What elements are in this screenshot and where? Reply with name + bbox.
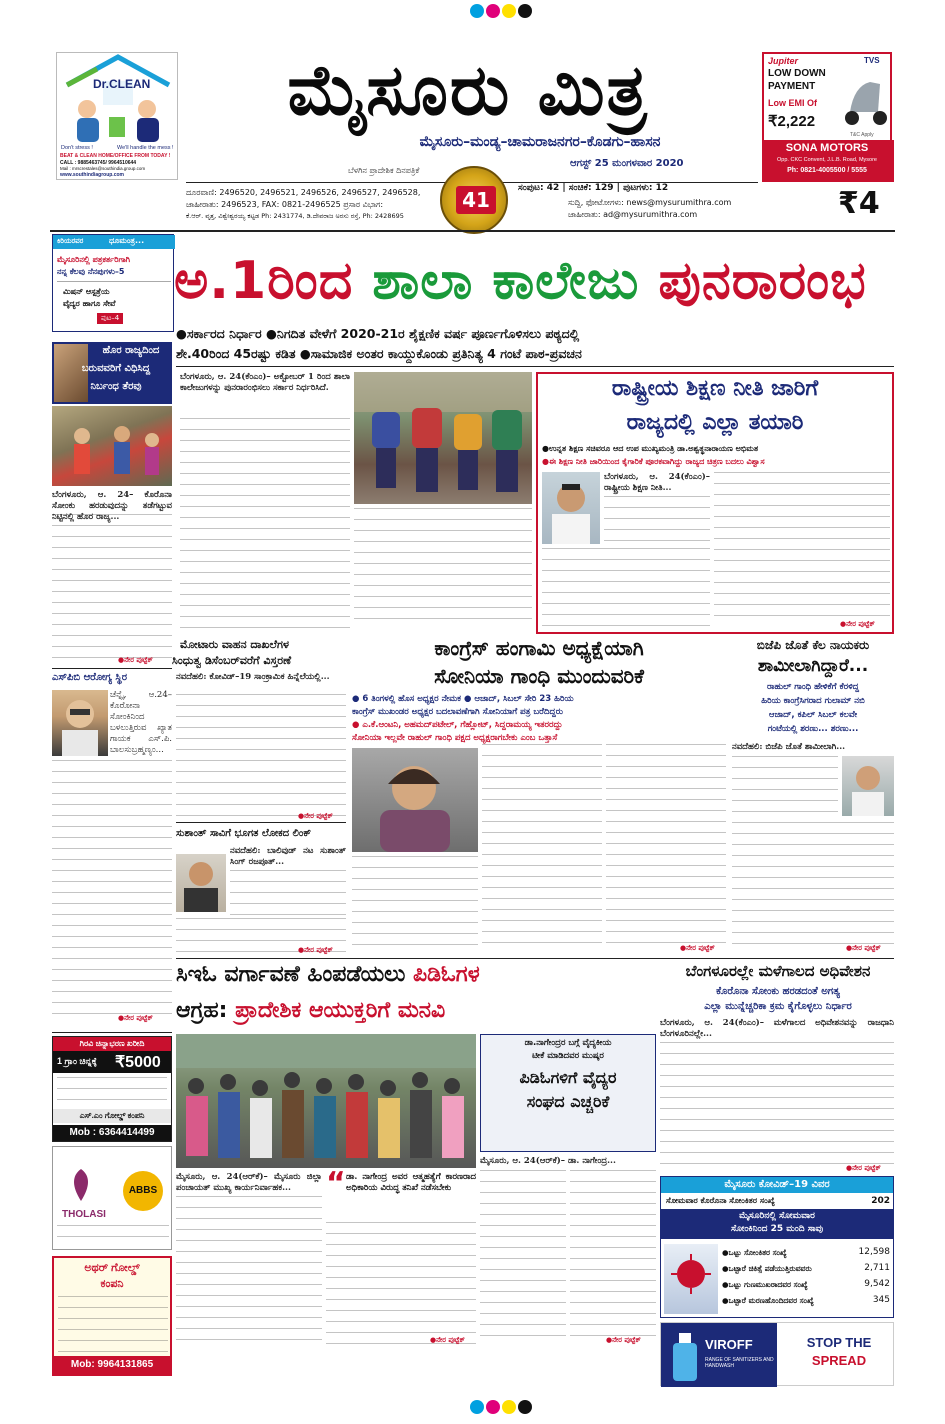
tholasi-offer: ABBS (123, 1171, 163, 1211)
viroff-tag: RANGE OF SANITIZERS AND HANDWASH (705, 1357, 774, 1369)
nep-body-col1 (604, 496, 710, 544)
session-sub2: ಎಲ್ಲಾ ಮುನ್ನೆಚ್ಚರಿಕಾ ಕ್ರಮ ಕೈಗೊಳ್ಳಲು ನಿರ್ಧಾರ (704, 1001, 852, 1012)
session-dateline: ಬೆಂಗಳೂರು, ಆ. 24(ಕೆಂಎಂ)– ಮಳೆಗಾಲದ ಅಧಿವೇಶನವನ್ನು ರಾಜಧಾನಿ ಬೆಂಗಳೂರಿನಲ್ಲೇ... (660, 1018, 894, 1039)
cio-credit: ●ನೇರ ಪುಟ್ಟೆಕ್ (430, 1336, 465, 1344)
cio-body-col2 (326, 1222, 476, 1344)
index-page: ಪುಟ–4 (97, 313, 123, 324)
nep-headline2: ರಾಜ್ಯದಲ್ಲಿ ಎಲ್ಲಾ ತಯಾರಿ (626, 410, 804, 435)
congress-bullet2: ಕಾಂಗ್ರೆಸ್ ಮುಖಂಡರ ಅಧ್ಯಕ್ಷರ ಬದಲಾವಣೆಗಾಗಿ ಸೋನಿಯಾಗೆ ಪತ್ರ ಬರೆದಿದ್ದರು (352, 707, 563, 717)
covid-title: ಮೈಸೂರು ಕೋವಿಡ್–19 ವಿವರ (661, 1177, 893, 1193)
congress-body-col2 (482, 744, 602, 952)
drclean-line4: www.southindiagroup.com (60, 172, 124, 178)
covid-row-value: 9,542 (864, 1279, 890, 1289)
registration-mark-cyan (470, 4, 484, 18)
registration-mark-magenta-bottom (486, 1400, 500, 1414)
masthead-bottom-rule (50, 230, 895, 232)
left-rule-1 (52, 668, 172, 669)
left-story-headline2: ಬರುವವರಿಗೆ ವಿಧಿಸಿದ್ದ (81, 363, 151, 374)
anniversary-badge (440, 166, 508, 234)
cio-quote-mark: “ (326, 1166, 346, 1201)
gold-rate: ₹5000 (115, 1054, 161, 1071)
sushant-credit: ●ನೇರ ಪುಟ್ಟೆಕ್ (298, 946, 333, 954)
masthead-subtitle: ಬೆಳಗಿನ ಪ್ರಾದೇಶಿಕ ದಿನಪತ್ರಿಕೆ (348, 166, 420, 175)
tvs-brand: TVS (864, 56, 880, 65)
email-ad: ಜಾಹೀರಾತು: ad@mysurumithra.com (568, 210, 698, 219)
pdo-credit: ●ನೇರ ಪುಟ್ಟೆಕ್ (606, 1336, 641, 1344)
lead-photo-school-children (354, 372, 532, 504)
cio-headline-line2 (176, 998, 656, 1023)
covid-row-label: ●ಒಟ್ಟು ಸೋಂಕಿತರ ಸಂಖ್ಯೆ (722, 1248, 787, 1257)
pdo-pre1: ಡಾ.ನಾಗೇಂದ್ರರ ಬಗ್ಗೆ ವೈದ್ಯಕೀಯ (524, 1038, 612, 1048)
congress-body-col3 (606, 744, 726, 952)
congress-bullet1: ● 6 ತಿಂಗಳಲ್ಲಿ ಹೊಸ ಅಧ್ಯಕ್ಷರ ನೇಮಕ ● ಆಜಾದ್, ಸಿಬಲ್ ಸೇರಿ 23 ಹಿರಿಯ (352, 694, 574, 704)
index-box[interactable] (52, 234, 174, 332)
index-item4: ವೈದ್ಯರ ಹಾಗೂ ಸೇವೆ (63, 299, 116, 308)
pdo-headline2: ಸಂಘದ ಎಚ್ಚರಿಕೆ (526, 1092, 610, 1111)
bjp-intro1: ರಾಹುಲ್ ಗಾಂಧಿ ಹೇಳಿಕೆಗೆ ಕೆರಳಿದ್ದ (766, 682, 860, 692)
nep-credit: ●ನೇರ ಪುಟ್ಟೆಕ್ (840, 620, 875, 628)
covid-row-label: ●ಒಟ್ಟಾರೆ ಮರಣಹೊಂದಿದವರ ಸಂಖ್ಯೆ (722, 1296, 814, 1305)
bjp-photo-rahul (842, 756, 894, 816)
congress-bullet4: ಸೋನಿಯಾ ಇಲ್ಲವೇ ರಾಹುಲ್ ಗಾಂಧಿ ಪಕ್ಷದ ಅಧ್ಯಕ್ಷರಾಗಬೇಕು ಎಂಬ ಒತ್ತಾಸೆ (352, 733, 558, 743)
session-headline1: ಬೆಂಗಳೂರಲ್ಲೇ ಮಳೆಗಾಲದ ಅಧಿವೇಶನ (685, 962, 871, 980)
cio-dateline: ಮೈಸೂರು, ಆ. 24(ಆರ್‌ಕೆ)– ಮೈಸೂರು ಜಿಲ್ಲಾ ಪಂಚಾಯತ್ ಮುಖ್ಯ ಕಾರ್ಯನಿರ್ವಾಹಕ... (176, 1172, 322, 1193)
registration-mark-cyan-bottom (470, 1400, 484, 1414)
pdo-dateline: ಮೈಸೂರು, ಆ. 24(ಆರ್‌ಕೆ)– ಡಾ. ನಾಗೇಂದ್ರ... (480, 1156, 616, 1166)
covid-row-0 (722, 1246, 892, 1262)
tvs-tc: T&C Apply (850, 132, 874, 138)
masthead-districts: ಮೈಸೂರು–ಮಂಡ್ಯ–ಚಾಮರಾಜನಗರ–ಕೊಡಗು–ಹಾಸನ (419, 134, 661, 150)
vehicle-headline1: ಮೋಟಾರು ವಾಹನ ದಾಖಲೆಗಳ (180, 638, 289, 651)
covid-row-2 (722, 1278, 892, 1294)
ad-drclean[interactable] (56, 52, 178, 180)
vehicle-dateline: ನವದೆಹಲಿ: ಕೋವಿಡ್–19 ಸಾಂಕ್ರಾಮಿಕ ಹಿನ್ನೆಲೆಯಲ್ಲಿ... (176, 672, 330, 682)
covid-hospital-illustration (664, 1244, 718, 1314)
left-story-photo (52, 406, 172, 486)
session-sub1: ಕೊರೊನಾ ಸೋಂಕು ಹರಡದಂತೆ ಅಗತ್ಯ (716, 986, 840, 997)
left-rule-2 (52, 1032, 172, 1033)
gold-rate-label: 1 ಗ್ರಾಂ ಚಿನ್ನಕ್ಕೆ (57, 1056, 97, 1066)
lead-headline-green: ಶಾಲಾ ಕಾಲೇಜು (372, 251, 659, 311)
bjp-credit: ●ನೇರ ಪುಟ್ಟೆಕ್ (846, 944, 881, 952)
gold-body (57, 1077, 167, 1107)
tvs-offer1: LOW DOWN (768, 68, 826, 79)
cio-headline-line1 (176, 962, 656, 987)
cio-quote: ಡಾ. ನಾಗೇಂದ್ರ ಅವರ ಆತ್ಮಹತ್ಯೆಗೆ ಕಾರಣರಾದ ಅಧಿಕಾರಿಯ ವಿರುದ್ಧ ತನಿಖೆ ನಡೆಸಬೇಕು (346, 1172, 476, 1193)
gold-head: ಗಿರವಿ ಚಿನ್ನಾಭರಣ ಖರೀದಿ (53, 1037, 171, 1051)
lead-body-col1 (180, 418, 350, 628)
lead-headline-red-1: ಅ.1ರಿಂದ (174, 251, 373, 311)
session-body (660, 1042, 894, 1170)
cio-headline1-black: ಸಿಇಓ ವರ್ಗಾವಣೆ ಹಿಂಪಡೆಯಲು (176, 962, 414, 987)
goldco-head1: ಅಥರ್ ಗೋಲ್ಡ್ (84, 1262, 140, 1274)
congress-credit: ●ನೇರ ಪುಟ್ಟೆಕ್ (680, 944, 715, 952)
tholasi-logo-icon (61, 1165, 101, 1205)
cleaning-mascot-icon (57, 93, 179, 153)
covid-row-label: ●ಒಟ್ಟಾರೆ ಚಿಕಿತ್ಸೆ ಪಡೆಯುತ್ತಿರುವವರು (722, 1264, 812, 1273)
sushant-headline: ಸುಶಾಂತ್ ಸಾವಿಗೆ ಭೂಗತ ಲೋಕದ ಲಿಂಕ್ (176, 828, 312, 839)
ad-tholasi[interactable] (52, 1146, 172, 1250)
congress-body-col1 (352, 856, 478, 952)
registration-mark-yellow-bottom (502, 1400, 516, 1414)
ad-tvs[interactable] (762, 52, 892, 182)
nep-body-col2 (714, 472, 890, 622)
drclean-tag1: Don't stress ! (61, 145, 93, 151)
tvs-offer2: PAYMENT (768, 81, 816, 92)
bjp-body (732, 756, 838, 820)
vehicle-headline2: ಸಿಂಧುತ್ವ ಡಿಸೆಂಬರ್‌ವರೆಗೆ ವಿಸ್ತರಣೆ (172, 654, 292, 667)
cio-body-col1 (176, 1196, 322, 1344)
registration-mark-black (518, 4, 532, 18)
lead-headline-red-2: ಪುನರಾರಂಭ (658, 251, 867, 311)
bjp-headline1: ಬಿಜೆಪಿ ಜೊತೆ ಕೆಲ ನಾಯಕರು (756, 638, 870, 652)
drclean-line1: BEAT & CLEAN HOME/OFFICE FROM TODAY ! (60, 153, 171, 159)
covid-row-3 (722, 1294, 892, 1310)
congress-photo-sonia (352, 748, 478, 852)
spb-photo (52, 690, 108, 756)
drclean-brand: Dr.CLEAN (93, 77, 151, 91)
index-item3: ಮಿಷನ್ ಆಸ್ಪತ್ರೆಯ (63, 287, 110, 296)
covid-deaths-line2: ಸೋಂಕಿನಿಂದ 25 ಮಂದಿ ಸಾವು (730, 1224, 824, 1234)
nep-photo-minister (542, 472, 600, 544)
gold-mob: Mob : 6364414499 (53, 1125, 171, 1141)
tvs-amount: ₹2,222 (768, 113, 816, 130)
lead-body-col2 (354, 508, 532, 628)
left-story-dateline: ಬೆಂಗಳೂರು, ಆ. 24– ಕೊರೊನಾ ಸೋಂಕು ಹರಡುವುದನ್ನು ತಡೆಗಟ್ಟುವ ನಿಟ್ಟಿನಲ್ಲಿ ಹೊರ ರಾಜ್ಯ... (52, 490, 172, 522)
spb-body (52, 760, 172, 1022)
phones-line2: ಜಾಹೀರಾತು: 2496523, FAX: 0821-2496525 ಪ್ರಸಾರ ವಿಭಾಗ: (186, 200, 384, 209)
covid-row-value: 345 (872, 1295, 890, 1305)
left-story-headline3: ನಿರ್ಬಂಧ ತೆರವು (90, 381, 142, 392)
mid-rule (176, 958, 894, 959)
goldco-head2: ಕಂಪನಿ (100, 1278, 124, 1290)
lead-rule (176, 366, 894, 367)
congress-headline1: ಕಾಂಗ್ರೆಸ್ ಹಂಗಾಮಿ ಅಧ್ಯಕ್ಷೆಯಾಗಿ (434, 636, 644, 660)
tvs-emi-label: Low EMI Of (768, 98, 817, 108)
ad-gold[interactable] (52, 1036, 172, 1142)
nep-dateline: ಬೆಂಗಳೂರು, ಆ. 24(ಕೆಂಎಂ)– ರಾಷ್ಟ್ರೀಯ ಶಿಕ್ಷಣ ನೀತಿ... (604, 472, 710, 493)
viroff-cta1: STOP THE (806, 1335, 872, 1350)
masthead-title: ಮೈಸೂರು ಮಿತ್ರ (287, 49, 649, 131)
nep-body-col1b (542, 548, 710, 628)
registration-mark-black-bottom (518, 1400, 532, 1414)
gold-name: ಎಸ್.ಎಂ ಗೋಲ್ಡ್ ಕಂಪನಿ (53, 1109, 171, 1123)
index-item1: ಮೈಸೂರಿನಲ್ಲಿ ಪತ್ರಕರ್ತರಿಗಾಗಿ (57, 255, 131, 264)
bjp-intro2: ಹಿರಿಯ ಕಾಂಗ್ರೆಸಿಗರಾದ ಗುಲಾಮ್ ನಬಿ (761, 696, 865, 706)
bjp-intro3: ಆಜಾದ್, ಕಪಿಲ್ ಸಿಬಲ್ ಕಲವೇ (768, 710, 858, 720)
sushant-body (230, 870, 346, 918)
pdo-body-col1 (480, 1170, 566, 1344)
registration-mark-yellow (502, 4, 516, 18)
bjp-headline2: ಶಾಮೀಲಾಗಿದ್ದಾರೆ... (757, 656, 869, 676)
cio-photo-protest (176, 1034, 476, 1168)
tholasi-brand: THOLASI (62, 1209, 106, 1220)
covid-row-value: 12,598 (858, 1247, 890, 1257)
goldco-body (58, 1296, 168, 1352)
index-divider (57, 281, 171, 282)
spb-credit: ●ನೇರ ಪುಟ್ಟೆಕ್ (118, 1014, 153, 1022)
price: ₹4 (838, 186, 880, 221)
ad-gold-company[interactable] (52, 1256, 172, 1376)
cio-headline2-black: ಆಗ್ರಹ: (176, 998, 236, 1023)
phones-line3: ಕೆ.ಆರ್. ವೃತ್ತ, ವಿಶ್ವೇಶ್ವರಯ್ಯ ಕಟ್ಟಡ Ph: 2431774, ಡಿ.ದೇವರಾಜ ಅರಸು ರಸ್ತೆ, Ph: 2428695 (186, 212, 404, 220)
vehicle-credit: ●ನೇರ ಪುಟ್ಟೆಕ್ (298, 812, 333, 820)
pdo-headline1: ಪಿಡಿಓಗಳಿಗೆ ವೈದ್ಯರ (519, 1068, 617, 1087)
pdo-body-col2 (570, 1170, 656, 1344)
bjp-dateline: ನವದೆಹಲಿ: ಬಿಜೆಪಿ ಜೊತೆ ಶಾಮೀಲಾಗಿ... (732, 742, 846, 752)
congress-headline2: ಸೋನಿಯಾ ಗಾಂಧಿ ಮುಂದುವರಿಕೆ (434, 664, 644, 688)
tvs-address: Opp. CKC Convent, J.L.B. Road, Mysore (777, 157, 877, 163)
covid-today-label: ಸೋಮವಾರ ಕೊರೊನಾ ಸೋಂಕಿತರ ಸಂಖ್ಯೆ (666, 1196, 775, 1205)
masthead-date: ಆಗಸ್ಟ್ 25 ಮಂಗಳವಾರ 2020 (570, 158, 684, 169)
sanitizer-bottle-icon (665, 1327, 705, 1383)
phones-line1: ದೂರವಾಣಿ: 2496520, 2496521, 2496526, 2496527, 2496528, (186, 188, 421, 197)
tholasi-body (57, 1225, 169, 1247)
left-story-headline1: ಹೊರ ರಾಜ್ಯದಿಂದ (102, 345, 160, 356)
vehicle-rule (176, 822, 346, 823)
index-item2: ನನ್ನ ಕೆಲವು ನೆನಪುಗಳು–5 (57, 267, 125, 276)
bjp-body2 (732, 822, 894, 944)
left-story-body (52, 514, 172, 662)
lead-headline (174, 246, 894, 316)
lead-sub2: ಶೇ.40ರಿಂದ 45ರಷ್ಟು ಕಡಿತ ●ಸಾಮಾಜಿಕ ಅಂತರ ಕಾಯ್ದುಕೊಂಡು ಪ್ರತಿನಿತ್ಯ 4 ಗಂಟೆ ಪಾಠ-ಪ್ರವಚನ (176, 346, 582, 361)
nep-bullet1: ●ಉನ್ನತ ಶಿಕ್ಷಣ ಸಚಿವರೂ ಆದ ಉಪ ಮುಖ್ಯಮಂತ್ರಿ ಡಾ.ಅಶ್ವತ್ಥನಾರಾಯಣ ಅಭಿಮತ (542, 444, 759, 453)
index-tag2: ಧೂಮಂತ್ರ... (109, 236, 145, 245)
left-story-credit: ●ನೇರ ಪುಟ್ಟೆಕ್ (118, 656, 153, 664)
bjp-intro4: ಗಂಟೆಯಲ್ಲಿ ಶರಣು... ಶರಣು... (767, 724, 859, 734)
goldco-mob: Mob: 9964131865 (54, 1356, 170, 1374)
drclean-line2: CALL : 9885463745/ 9964510644 (60, 160, 137, 166)
sushant-dateline: ನವದೆಹಲಿ: ಬಾಲಿವುಡ್ ನಟ ಸುಶಾಂತ್ ಸಿಂಗ್ ರಜಪೂತ್... (230, 846, 346, 867)
spb-headline: ಎಸ್‌ಪಿಬಿ ಆರೋಗ್ಯ ಸ್ಥಿರ (52, 672, 128, 683)
tvs-dealer: SONA MOTORS (785, 142, 869, 154)
spb-dateline: ಚೆನ್ನೈ, ಆ.24– ಕೊರೋನಾ ಸೋಂಕಿನಿಂದ ಬಳಲುತ್ತಿರುವ ಖ್ಯಾತ ಗಾಯಕ ಎಸ್.ಪಿ. ಬಾಲಸುಬ್ರಹ್ಮಣ್ಯಂ... (110, 690, 172, 755)
viroff-cta2: SPREAD (811, 1353, 867, 1368)
ad-viroff[interactable] (660, 1322, 894, 1386)
sushant-photo (176, 854, 226, 912)
tvs-phone: Ph: 0821-4005500 / 5555 (787, 167, 867, 174)
vehicle-body (176, 694, 346, 818)
cio-headline2-red: ಪ್ರಾದೇಶಿಕ ಆಯುಕ್ತರಿಗೆ ಮನವಿ (235, 998, 446, 1023)
covid-row-value: 2,711 (864, 1263, 890, 1273)
index-tag1: ಕಿರಿಯರವರ (57, 237, 84, 245)
scooter-icon (840, 72, 890, 132)
covid-row-1 (722, 1262, 892, 1278)
drclean-line3: Mail : mrscrestales@southindia.group.com (60, 166, 146, 171)
session-credit: ●ನೇರ ಪುಟ್ಟೆಕ್ (846, 1164, 881, 1172)
anniversary-number: 41 (456, 186, 496, 214)
lead-dateline: ಬೆಂಗಳೂರು, ಆ. 24(ಕೆಂಎಂ)– ಅಕ್ಟೋಬರ್ 1 ರಿಂದ ಶಾಲಾ ಕಾಲೇಜುಗಳನ್ನು ಪುನರಾರಂಭಿಸಲು ಸರ್ಕಾರ ನಿರ್ಧರಿಸಿದೆ. (180, 372, 350, 393)
lead-sub1: ●ಸರ್ಕಾರದ ನಿರ್ಧಾರ ●ನಿಗದಿತ ವೇಳೆಗೆ 2020-21ರ ಶೈಕ್ಷಣಿಕ ವರ್ಷ ಪೂರ್ಣಗೊಳಿಸಲು ಪಠ್ಯದಲ್ಲಿ (176, 326, 580, 341)
cio-headline1-red: ಪಿಡಿಓಗಳ (413, 962, 480, 987)
issue-info: ಸಂಪುಟ: 42 | ಸಂಚಿಕೆ: 129 | ಪುಟಗಳು: 12 (518, 183, 669, 193)
drclean-tag2: We'll handle the mess ! (117, 145, 174, 151)
tvs-model: Jupiter (768, 56, 799, 66)
nep-headline1: ರಾಷ್ಟ್ರೀಯ ಶಿಕ್ಷಣ ನೀತಿ ಜಾರಿಗೆ (611, 376, 819, 401)
covid-virus-icon (664, 1244, 718, 1314)
covid-deaths-line1: ಮೈಸೂರಿನಲ್ಲಿ ಸೋಮವಾರ (739, 1211, 815, 1221)
nep-bullet2: ●ಈ ಶಿಕ್ಷಣ ನೀತಿ ಜಾರಿಯಿಂದ ಕೈಗಾರಿಕೆ ಪೂರಕವಾಗಿದ್ದು ರಾಜ್ಯದ ಚಿತ್ರಣ ಬದಲು ವಿಶ್ವಾಸ (542, 457, 765, 466)
email-news: ಸುದ್ದಿ, ಫೋಟೋಗಳು: news@mysurumithra.com (568, 198, 732, 207)
registration-mark-magenta (486, 4, 500, 18)
congress-bullet3: ● ಎ.ಕೆ.ಆಂಟನಿ, ಅಹಮದ್‌ಪಟೇಲ್, ಗೆಹ್ಲೋಟ್, ಸಿದ್ದರಾಮಯ್ಯ ಇತರರದ್ದು (352, 720, 563, 730)
pdo-pre2: ಟೀಕೆ ಮಾಡಿದವರ ಮುಷ್ಕರ (532, 1051, 604, 1061)
covid-today-value: 202 (871, 1196, 890, 1206)
covid-row-label: ●ಒಟ್ಟು ಗುಣಮುಖರಾದವರ ಸಂಖ್ಯೆ (722, 1280, 808, 1289)
viroff-brand: VIROFF (705, 1337, 753, 1352)
